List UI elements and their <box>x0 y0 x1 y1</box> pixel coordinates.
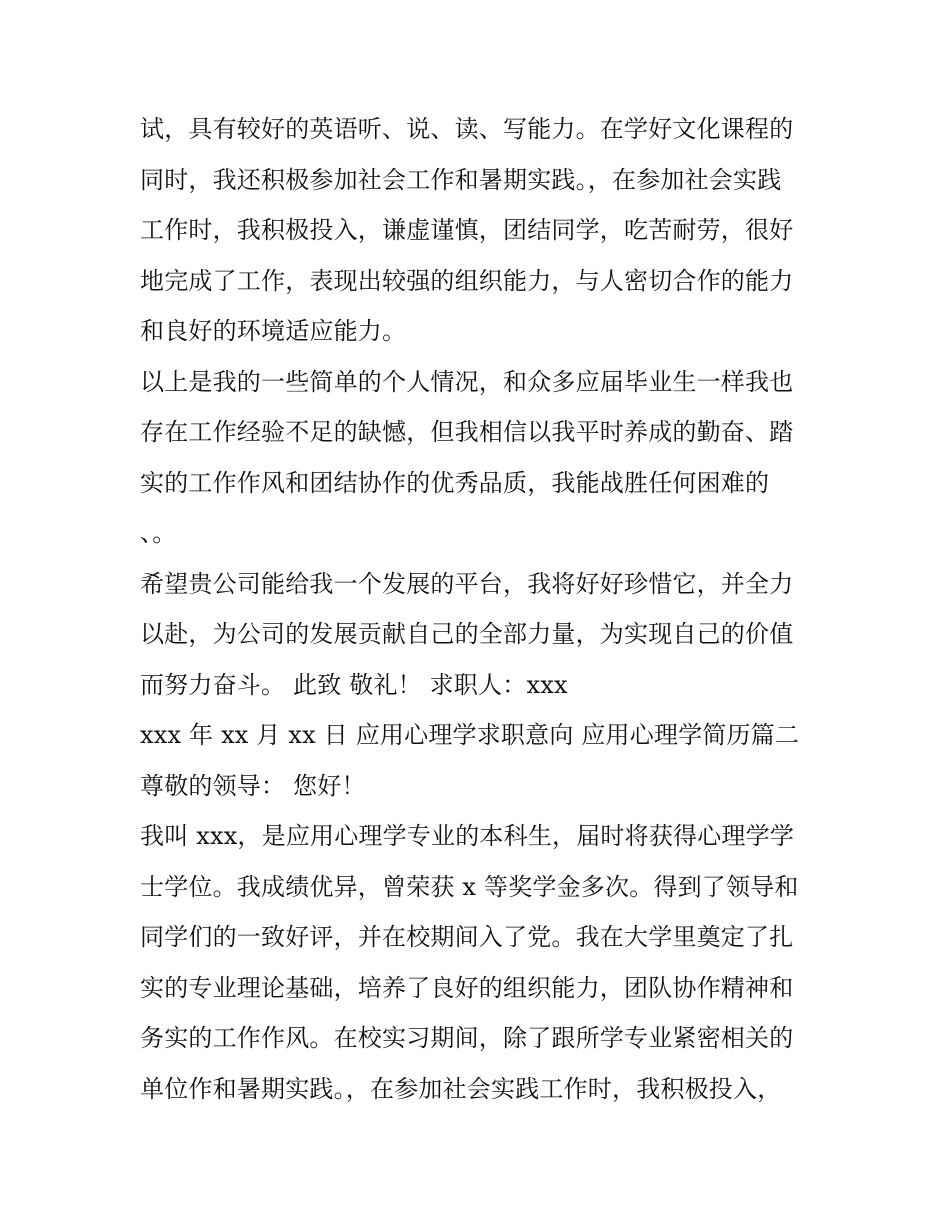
text-line: 工作时，我积极投入，谦虚谨慎，团结同学，吃苦耐劳，很好 <box>140 216 794 244</box>
text-line: 希望贵公司能给我一个发展的平台，我将好好珍惜它，并全力 <box>140 569 794 598</box>
text-line: 单位作和暑期实践。，在参加社会实践工作时，我积极投入， <box>140 1074 782 1103</box>
text-line: 同学们的一致好评，并在校期间入了党。我在大学里奠定了扎 <box>140 923 794 951</box>
text-line: 以赴，为公司的发展贡献自己的全部力量，为实现自己的价值 <box>140 620 794 648</box>
text-line: 尊敬的领导： 您好！ <box>140 771 366 800</box>
text-line: 、。 <box>140 519 177 547</box>
text-line: 士学位。我成绩优异，曾荣获 x 等奖学金多次。得到了领导和 <box>140 872 799 901</box>
text-line: 实的工作作风和团结协作的优秀品质，我能战胜任何困难的 <box>140 468 770 497</box>
text-line: 而努力奋斗。 此致 敬礼！ 求职人：xxx <box>140 670 568 699</box>
text-line: xxx 年 xx 月 xx 日 应用心理学求职意向 应用心理学简历篇二 <box>140 721 800 749</box>
text-line: 和良好的环境适应能力。 <box>140 317 407 345</box>
text-line: 实的专业理论基础，培养了良好的组织能力，团队协作精神和 <box>140 973 794 1002</box>
text-line: 试，具有较好的英语听、说、读、写能力。在学好文化课程的 <box>140 115 794 143</box>
text-line: 我叫 xxx，是应用心理学专业的本科生，届时将获得心理学学 <box>140 822 795 850</box>
text-line: 地完成了工作，表现出较强的组织能力，与人密切合作的能力 <box>140 266 794 295</box>
text-line: 存在工作经验不足的缺憾，但我相信以我平时养成的勤奋、踏 <box>140 418 794 446</box>
text-line: 务实的工作作风。在校实习期间，除了跟所学专业紧密相关的 <box>140 1024 794 1052</box>
text-line: 同时，我还积极参加社会工作和暑期实践。，在参加社会实践 <box>140 165 782 194</box>
document-body <box>140 104 820 1114</box>
text-line: 以上是我的一些简单的个人情况，和众多应届毕业生一样我也 <box>140 367 794 396</box>
